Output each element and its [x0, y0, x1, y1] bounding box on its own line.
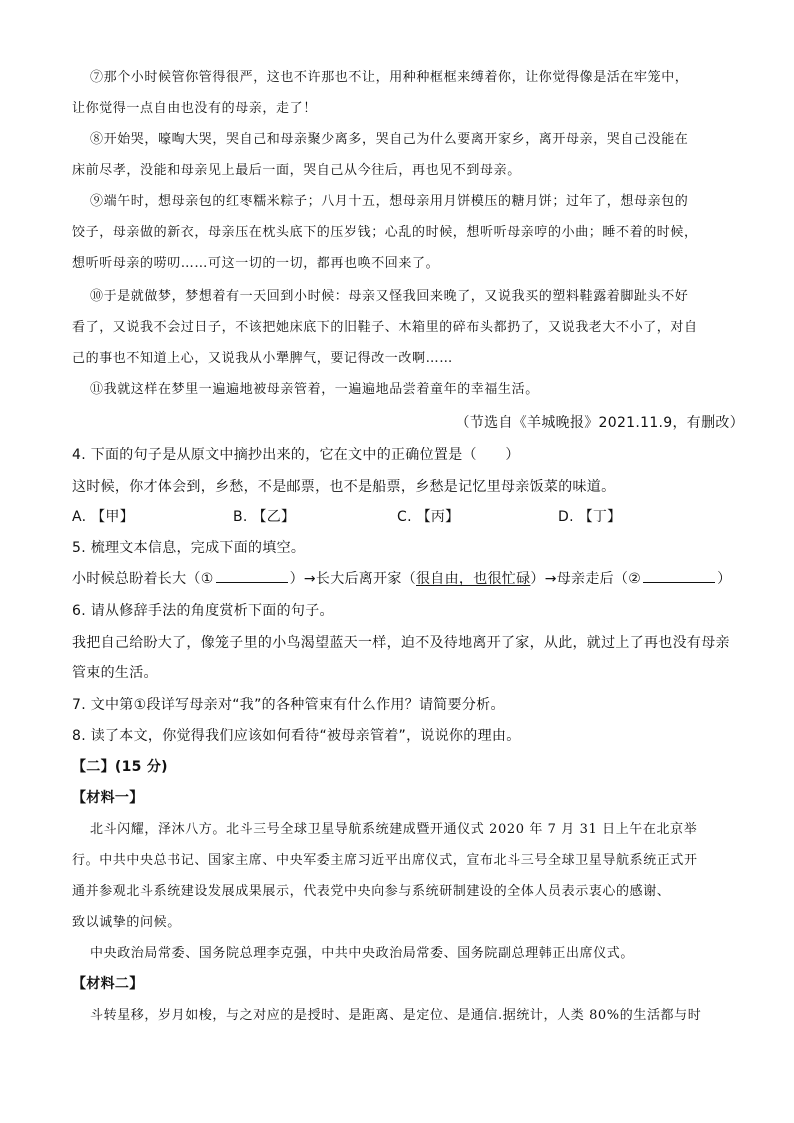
text-line: ⑧开始哭，嚎啕大哭，哭自己和母亲聚少离多，哭自己为什么要离开家乡，离开母亲，哭自己没能在 — [90, 132, 689, 147]
passage-paragraph-11 — [72, 374, 722, 405]
answer-blank-1[interactable] — [216, 568, 288, 583]
text-line: 饺子，母亲做的新衣，母亲压在枕头底下的压岁钱；心乱的时候，想听听母亲哼的小曲；睡不着的时候， — [72, 225, 698, 240]
text-line: 床前尽孝，没能和母亲见上最后一面，哭自己从今往后，再也见不到母亲。 — [72, 163, 521, 178]
text-line: 致以诚挚的问候。 — [72, 915, 181, 930]
text-line: 想听听母亲的唠叨……可这一切的一切，都再也唤不回来了。 — [72, 256, 440, 271]
passage-source: （节选自《羊城晚报》2021.11.9，有删改） — [455, 415, 744, 431]
text-line: ⑪我就这样在梦里一遍遍地被母亲管着，一遍遍地品尝着童年的幸福生活。 — [90, 382, 539, 397]
material-2-title: 【材料二】 — [72, 976, 144, 992]
text-line: 行。中共中央总书记、国家主席、中央军委主席习近平出席仪式，宣布北斗三号全球卫星导航系统正式开 — [72, 853, 698, 868]
text-line: ⑦那个小时候管你管得很严，这也不许那也不让，用种种框框来缚着你，让你觉得像是活在牢笼中， — [90, 70, 689, 85]
text-line: 北斗闪耀，泽沐八方。北斗三号全球卫星导航系统建成暨开通仪式 2020 年 7 月 31 日上午在北京举 — [90, 822, 698, 837]
question-5-stem: 5. 梳理文本信息，完成下面的填空。 — [72, 540, 306, 556]
question-6-sentence-line: 我把自己给盼大了，像笼子里的小鸟渴望蓝天一样，迫不及待地离开了家，从此，就过上了再也没有母亲 — [72, 635, 730, 651]
text-line: 看了，又说我不会过日子，不该把她床底下的旧鞋子、木箱里的碎布头都扔了，又说我老大不小了，对自 — [72, 320, 698, 335]
question-4-sentence: 这时候，你才体会到，乡愁，不是邮票，也不是船票，乡愁是记忆里母亲饭菜的味道。 — [72, 479, 616, 495]
text-line: ⑨端午时，想母亲包的红枣糯米粽子；八月十五，想母亲用月饼模压的糖月饼；过年了，想母亲包的 — [90, 194, 689, 209]
material-1-title: 【材料一】 — [72, 790, 144, 806]
text-line: 斗转星移，岁月如梭，与之对应的是授时、是距离、是定位、是通信.据统计，人类 80%的生活都与时 — [90, 1008, 702, 1023]
text-line: 中央政治局常委、国务院总理李克强，中共中央政治局常委、国务院副总理韩正出席仪式。 — [90, 946, 635, 961]
question-7-stem: 7. 文中第①段详写母亲对“我”的各种管束有什么作用？请简要分析。 — [72, 697, 505, 713]
text-line: 让你觉得一点自由也没有的母亲，走了！ — [72, 101, 317, 116]
section-2-heading: 【二】(15 分) — [72, 759, 168, 775]
fill-text: ）→母亲走后（② — [530, 571, 642, 587]
text-line: 己的事也不知道上心，又说我从小犟脾气，要记得改一改啊…… — [72, 351, 453, 366]
material-1-paragraph — [72, 814, 722, 938]
option-d: D. 【丁】 — [558, 509, 622, 525]
question-4-stem: 4. 下面的句子是从原文中摘抄出来的，它在文中的正确位置是（ ） — [72, 447, 520, 463]
question-8-stem: 8. 读了本文，你觉得我们应该如何看待“被母亲管着”，说说你的理由。 — [72, 728, 521, 744]
text-line: ⑩于是就做梦，梦想着有一天回到小时候：母亲又怪我回来晚了，又说我买的塑料鞋露着脚趾头不好 — [90, 289, 689, 304]
option-a: A. 【甲】 — [72, 509, 135, 525]
passage-paragraph-9 — [72, 186, 722, 279]
fill-text: 小时候总盼着长大（① — [72, 571, 214, 587]
underlined-text: 很自由，也很忙碌 — [416, 571, 531, 587]
material-2-paragraph — [72, 1000, 722, 1031]
option-b: B. 【乙】 — [233, 509, 296, 525]
option-c: C. 【丙】 — [397, 509, 460, 525]
material-1-paragraph — [72, 938, 722, 969]
question-5-fill-line — [72, 568, 731, 588]
question-6-sentence-line: 管束的生活。 — [72, 665, 158, 681]
passage-paragraph-7 — [72, 62, 722, 124]
text-line: 通并参观北斗系统建设发展成果展示，代表党中央向参与系统研制建设的全体人员表示衷心的感谢、 — [72, 884, 671, 899]
fill-text: ） — [717, 571, 732, 587]
fill-text: ）→长大后离开家（ — [289, 571, 416, 587]
question-6-stem: 6. 请从修辞手法的角度赏析下面的句子。 — [72, 603, 334, 619]
passage-paragraph-10 — [72, 281, 722, 374]
passage-paragraph-8 — [72, 124, 722, 186]
answer-blank-2[interactable] — [643, 568, 715, 583]
